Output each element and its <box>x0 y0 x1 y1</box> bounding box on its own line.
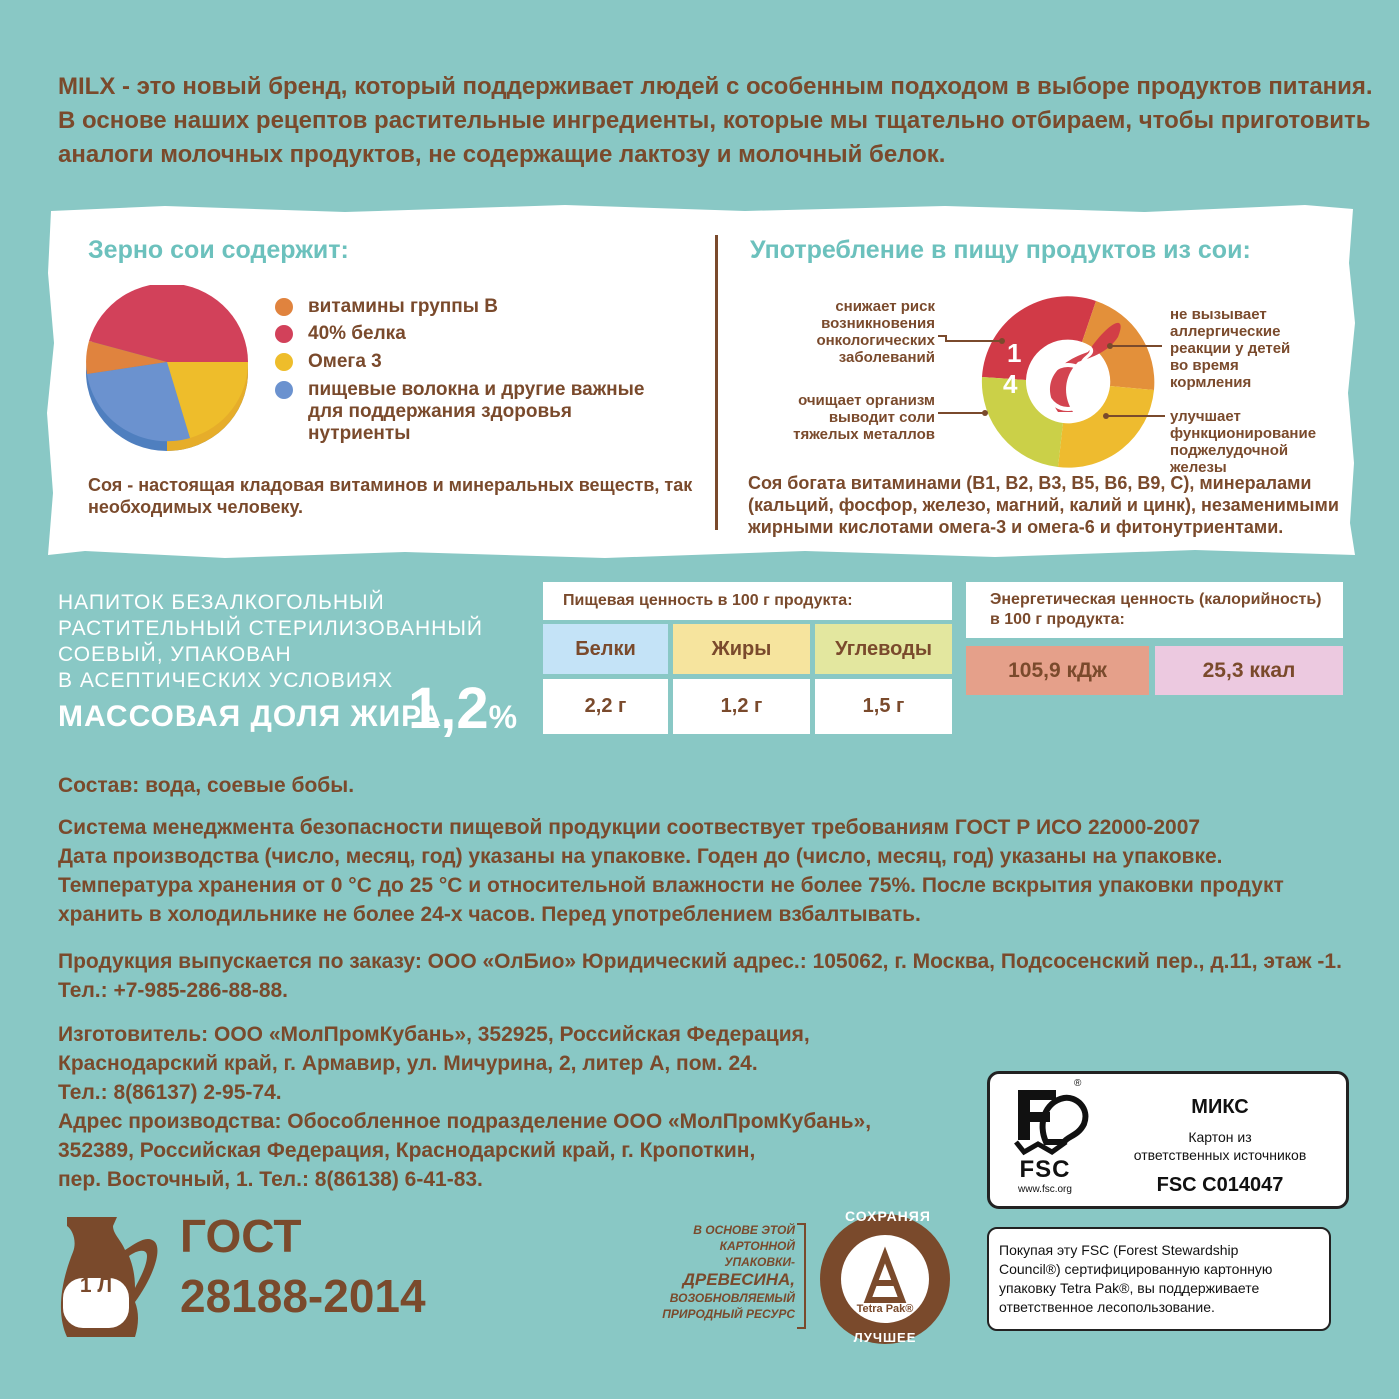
nutrition-col-protein: Белки <box>543 624 668 674</box>
ring-number-3: 3 <box>1072 393 1087 423</box>
ring-number-1: 1 <box>1007 338 1022 368</box>
energy-header: Энергетическая ценность (калорийность) в 100 г продукта: <box>966 582 1343 638</box>
right-panel-title: Употребление в пищу продуктов из сои: <box>750 236 1251 264</box>
annotation-1: снижает риск возникновения онкологических заболеваний <box>816 298 935 366</box>
fsc-description: Картон из ответственных источников <box>1133 1129 1307 1163</box>
customer-info: Продукция выпускается по заказу: ООО «ОлБио» Юридический адрес.: 105062, г. Москва, Подсосенский пер., д.11, этаж -1. Тел.: +7-985-286-88-88. <box>58 950 1342 1002</box>
fsc-label <box>987 1071 1349 1209</box>
legend-item-omega3: Омега 3 <box>275 351 382 373</box>
product-description: НАПИТОК БЕЗАЛКОГОЛЬНЫЙ РАСТИТЕЛЬНЫЙ СТЕРИЛИЗОВАННЫЙ СОЕВЫЙ, УПАКОВАН В АСЕПТИЧЕСКИХ УСЛОВИЯХ <box>58 591 484 692</box>
panel-divider <box>715 235 718 530</box>
fat-percentage <box>408 675 517 742</box>
ring-number-2: 2 <box>1080 340 1095 370</box>
nutrition-value-carbs: 1,5 г <box>815 679 952 734</box>
legend-dot <box>275 325 293 343</box>
intro-line: В основе наших рецептов растительные ингредиенты, которые мы тщательно отбираем, чтобы приготовить <box>58 107 1371 134</box>
intro-text <box>58 70 1373 172</box>
nutrition-value-fat: 1,2 г <box>673 679 810 734</box>
storage-info: Система менеджмента безопасности пищевой продукции соотвествует требованиям ГОСТ Р ИСО 22000-2007 Дата производства (число, месяц, год) указаны на упаковке. Годен до (число, месяц, год) указаны на упаковке. Температура хранения от 0 °С до 25 °С и относительной влажности не более 75%. После вскрытия упаковки продукт хранить в холодильнике не более 24-х часов. Перед употреблением взбалтывать. <box>58 816 1284 926</box>
tetra-top-text: СОХРАНЯЯ <box>845 1208 931 1224</box>
annotation-2: не вызывает аллергические реакции у детей во время кормления <box>1170 306 1291 391</box>
legend-dot <box>275 353 293 371</box>
nutrition-col-fat: Жиры <box>673 624 810 674</box>
fat-value: 1,2 <box>408 676 489 741</box>
legend-label: пищевые волокна и другие важные для поддержания здоровья нутриенты <box>308 379 645 444</box>
annotation-3: улучшает функционирование поджелудочной железы <box>1170 408 1317 476</box>
fat-label: МАССОВАЯ ДОЛЯ ЖИРА <box>58 700 443 733</box>
nutrition-header: Пищевая ценность в 100 г продукта: <box>543 582 952 620</box>
left-summary: Соя - настоящая кладовая витаминов и минеральных веществ, так необходимых человеку. <box>88 475 693 517</box>
nutrition-col-carbs: Углеводы <box>815 624 952 674</box>
intro-line: аналоги молочных продуктов, не содержащие лактозу и молочный белок. <box>58 141 946 168</box>
wood-resource-note: В ОСНОВЕ ЭТОЙ КАРТОННОЙ УПАКОВКИ- ДРЕВЕСИНА, ВОЗОБНОВЛЯЕМЫЙ ПРИРОДНЫЙ РЕСУРС <box>662 1223 795 1321</box>
fat-unit: % <box>488 699 518 735</box>
ring-number-4: 4 <box>1003 369 1018 399</box>
annotation-4: очищает организм выводит соли тяжелых металлов <box>793 392 935 443</box>
energy-kj: 105,9 кДж <box>966 646 1149 695</box>
composition: Состав: вода, соевые бобы. <box>58 774 355 797</box>
legend-item-vitamins: витамины группы В <box>275 296 498 318</box>
fat-content <box>58 700 442 734</box>
fsc-note: Покупая эту FSC (Forest Stewardship Council®) сертифицированную картонную упаковку Tetra Pak®, вы поддерживаете ответственное лесопользование. <box>987 1227 1331 1331</box>
bracket-line <box>795 1222 809 1332</box>
intro-line: MILX - это новый бренд, который поддерживает людей с особенным подходом в выборе продуктов питания. <box>58 73 1373 100</box>
gost-label: ГОСТ <box>180 1210 302 1262</box>
legend-item-fiber <box>275 379 678 445</box>
legend-dot <box>275 298 293 316</box>
fsc-logo-text: FSC <box>1019 1156 1071 1183</box>
legend-item-protein: 40% белка <box>275 323 406 345</box>
fsc-mix: МИКС <box>1191 1096 1249 1118</box>
annotation-connectors <box>930 300 1190 450</box>
right-summary: Соя богата витаминами (В1, В2, В3, В5, В6, В9, С), минералами (кальций, фосфор, железо, магний, калий и цинк), незаменимыми жирными кислотами омега-3 и омега-6 и фитонутриентами. <box>748 473 1339 537</box>
gost-number: 28188-2014 <box>180 1270 426 1322</box>
energy-kcal: 25,3 ккал <box>1155 646 1343 695</box>
legend-dot <box>275 381 293 399</box>
soy-pie-chart <box>82 285 257 455</box>
fsc-reg-mark: ® <box>1074 1078 1082 1089</box>
manufacturer-info: Изготовитель: ООО «МолПромКубань», 352925, Российская Федерация, Краснодарский край, г. Армавир, ул. Мичурина, 2, литер А, пом. 24. Тел.: 8(86137) 2-95-74. Адрес производства: Обособленное подразделение ООО «МолПромКубань», 352389, Российская Федерация, Краснодарский край, г. Кропоткин, пер. Восточный, 1. Тел.: 8(86138) 6-41-83. <box>58 1023 872 1191</box>
tetra-bottom-text: ЛУЧШЕЕ <box>853 1330 917 1345</box>
tetra-brand: Tetra Pak® <box>856 1303 914 1315</box>
volume-label: 1 Л <box>79 1274 113 1297</box>
fsc-url: www.fsc.org <box>1018 1184 1072 1195</box>
fsc-code: FSC C014047 <box>1156 1174 1284 1196</box>
left-panel-title: Зерно сои содержит: <box>88 236 349 264</box>
nutrition-value-protein: 2,2 г <box>543 679 668 734</box>
